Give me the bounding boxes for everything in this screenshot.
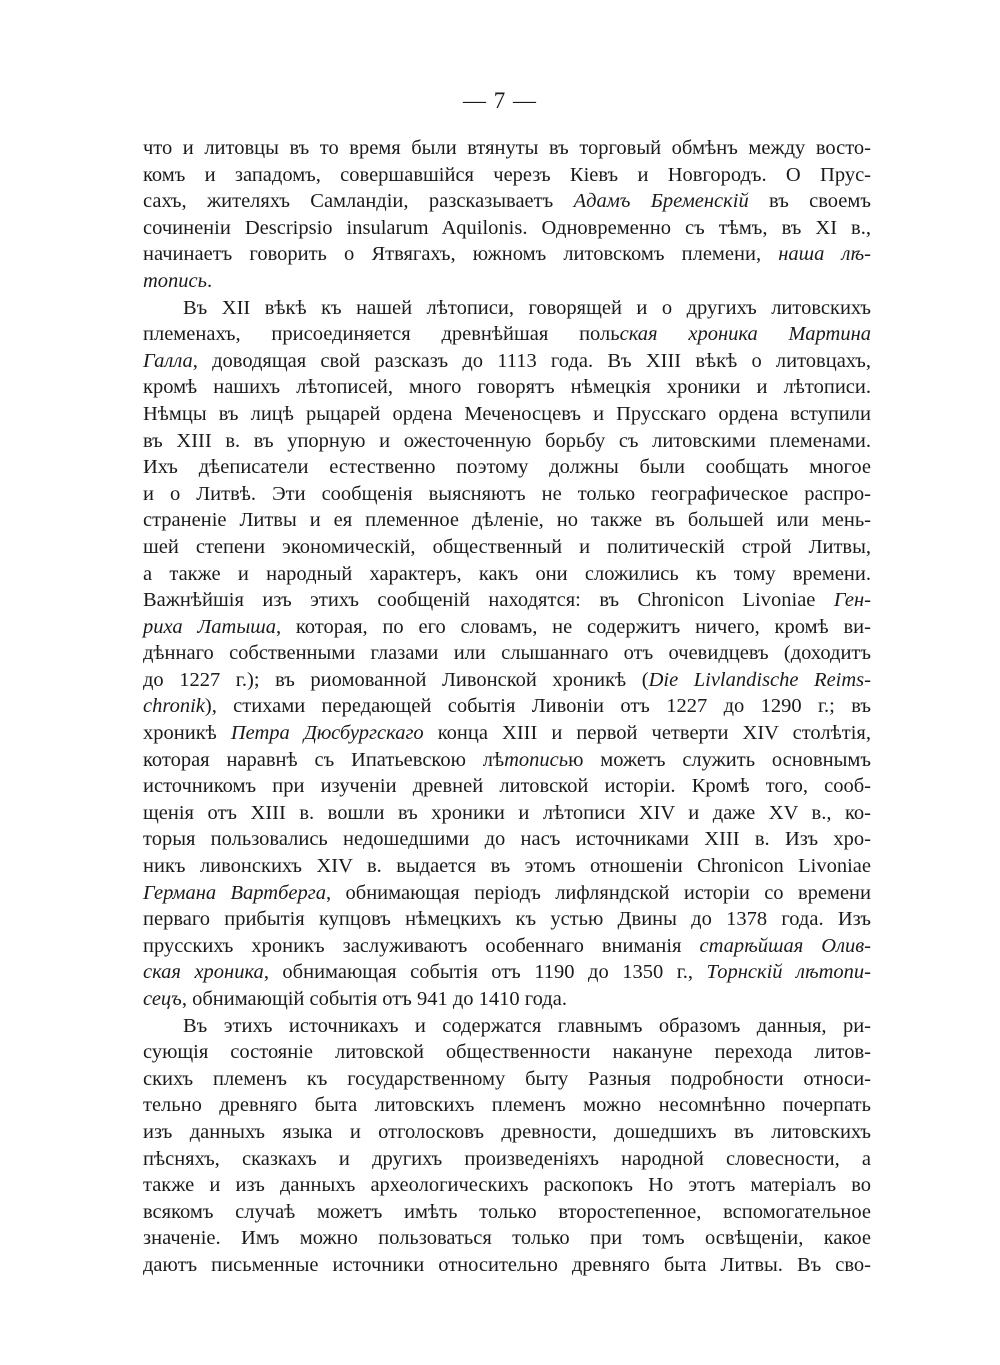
italic-name: Галла	[143, 349, 193, 372]
text-line: сующiя состоянiе литовской общественности накануне перехода литов-	[143, 1041, 871, 1064]
italic-name: ская хроника	[143, 961, 264, 984]
text-line: Германа Вартберга, обнимающая перiодъ лифляндской исторiи со времени	[143, 881, 871, 904]
text-line: что и литовцы въ то время были втянуты въ торговый обмѣнъ между восто-	[143, 137, 871, 159]
italic-name: Адамъ Бременскiй	[573, 190, 749, 213]
paragraph	[143, 1013, 871, 1279]
body-text	[143, 135, 871, 1279]
text-line: ская хроника, обнимающая событiя отъ 1190 до 1350 г., Торнскiй лѣтопи-	[143, 961, 872, 984]
text-line: Галла, доводящая свой разсказъ до 1113 года. Въ XIII вѣкѣ о литовцахъ,	[143, 349, 871, 372]
paragraph	[143, 135, 871, 295]
text-line: начинаетъ говорить о Ятвягахъ, южномъ литовскомъ племени, наша лѣ-	[143, 243, 871, 266]
text-line: прусскихъ хроникъ заслуживаютъ особеннаго вниманiя старѣйшая Олив-	[143, 934, 871, 957]
text-line: источникомъ при изученiи древней литовской исторiи. Кромѣ того, сооб-	[143, 775, 871, 798]
text-line: тельно древняго быта литовскихъ племенъ можно несомнѣнно почерпать	[143, 1094, 871, 1117]
italic-name: ская хроника	[619, 323, 758, 346]
text-line: шей степени экономическiй, общественный и политическiй строй Литвы,	[143, 535, 871, 558]
italic-name: Торнскiй лѣтопи-	[706, 961, 872, 984]
text-line: Въ XII вѣкѣ къ нашей лѣтописи, говорящей и о другихъ литовскихъ	[183, 296, 871, 319]
text-line: сахъ, жителяхъ Самландiи, разсказываетъ Адамъ Бременскiй въ своемъ	[143, 190, 871, 213]
italic-name: chronik	[143, 695, 205, 718]
text-line: никъ ливонскихъ XIV в. выдается въ этомъ отношенiи Chronicon Livoniae	[143, 855, 871, 878]
text-line: сочиненiи Descripsio insularum Aquilonis. Одновременно съ тѣмъ, въ XI в.,	[143, 216, 871, 239]
page-number: — 7 —	[463, 88, 537, 113]
text-line: торыя пользовались недошедшими до насъ источниками XIII в. Изъ хро-	[143, 828, 871, 851]
text-line: щенiя отъ XIII в. вошли въ хроники и лѣтописи XIV и даже XV в., ко-	[143, 801, 871, 824]
text-line: комъ и западомъ, совершавшiйся черезъ Кiевъ и Новгородъ. О Прус-	[143, 163, 871, 186]
text-line: даютъ письменные источники относительно древняго быта Литвы. Въ сво-	[143, 1253, 871, 1276]
text-line: риха Латыша, которая, по его словамъ, не содержитъ ничего, кромѣ ви-	[143, 615, 871, 638]
italic-name: Мартина	[788, 323, 872, 346]
paragraph	[143, 295, 871, 1013]
italic-name: Германа Вартберга	[143, 881, 326, 904]
text-line: пѣсняхъ, сказкахъ и другихъ произведенiяхъ народной словесности, а	[143, 1147, 871, 1170]
text-line: скихъ племенъ къ государственному быту Разныя подробности относи-	[143, 1067, 871, 1090]
italic-name: Die Livlandische Reims-	[648, 668, 871, 691]
italic-name: старѣйшая Олив-	[699, 934, 871, 957]
text-line: chronik), стихами передающей событiя Ливонiи отъ 1227 до 1290 г.; въ	[143, 695, 871, 718]
text-line: Важнѣйшiя изъ этихъ сообщенiй находятся: въ Chronicon Livoniae Ген-	[143, 589, 871, 612]
text-line: сецъ, обнимающiй событiя отъ 941 до 1410 года.	[143, 988, 567, 1010]
text-line: страненiе Литвы и ея племенное дѣленiе, но также въ большей или мень-	[143, 509, 871, 532]
text-line: и о Литвѣ. Эти сообщенiя выясняютъ не только географическое распро-	[143, 482, 871, 505]
italic-name: Петра Дюсбургскаго	[230, 722, 424, 745]
text-line: племенахъ, присоединяется древнѣйшая польская хроника Мартина	[143, 323, 872, 346]
text-line: въ XIII в. въ упорную и ожесточенную борьбу съ литовскими племенами.	[143, 429, 871, 452]
text-line: до 1227 г.); въ риомованной Ливонской хроникѣ (Die Livlandische Reims-	[143, 668, 871, 691]
text-line: перваго прибытiя купцовъ нѣмецкихъ къ устью Двины до 1378 года. Изъ	[143, 908, 871, 931]
italic-name: сецъ	[143, 988, 182, 1010]
italic-name: Ген-	[833, 589, 871, 612]
italic-name: риха Латыша	[143, 615, 276, 638]
text-line: всякомъ случаѣ можетъ имѣть только второстепенное, вспомогательное	[143, 1200, 871, 1223]
text-line: Ихъ дѣеписатели естественно поэтому должны были сообщать многое	[143, 456, 871, 479]
text-line: значенiе. Имъ можно пользоваться только при томъ освѣщенiи, какое	[143, 1227, 871, 1250]
text-line: кромѣ нашихъ лѣтописей, много говорятъ нѣмецкiя хроники и лѣтописи.	[143, 376, 871, 399]
text-line: Въ этихъ источникахъ и содержатся главнымъ образомъ данныя, ри-	[183, 1014, 871, 1037]
text-line: изъ данныхъ языка и отголосковъ древности, дошедшихъ въ литовскихъ	[143, 1120, 871, 1143]
text-line: которая наравнѣ съ Ипатьевскою лѣтописью можетъ служить основнымъ	[143, 748, 871, 771]
text-line: а также и народный характеръ, какъ они сложились къ тому времени.	[143, 562, 871, 585]
italic-name: наша лѣ-	[778, 243, 871, 266]
text-line: также и изъ данныхъ археологическихъ раскопокъ Но этотъ матерiалъ во	[143, 1174, 871, 1197]
italic-name: топись	[143, 269, 207, 292]
italic-name: топись	[504, 748, 569, 771]
text-line: хроникѣ Петра Дюсбургскаго конца XIII и первой четверти XIV столѣтiя,	[143, 722, 871, 745]
text-line: топись.	[143, 269, 213, 292]
text-line: Нѣмцы въ лицѣ рыцарей ордена Меченосцевъ и Прусскаго ордена вступили	[143, 402, 871, 425]
text-line: дѣннаго собственными глазами или слышаннаго отъ очевидцевъ (доходитъ	[143, 642, 871, 665]
